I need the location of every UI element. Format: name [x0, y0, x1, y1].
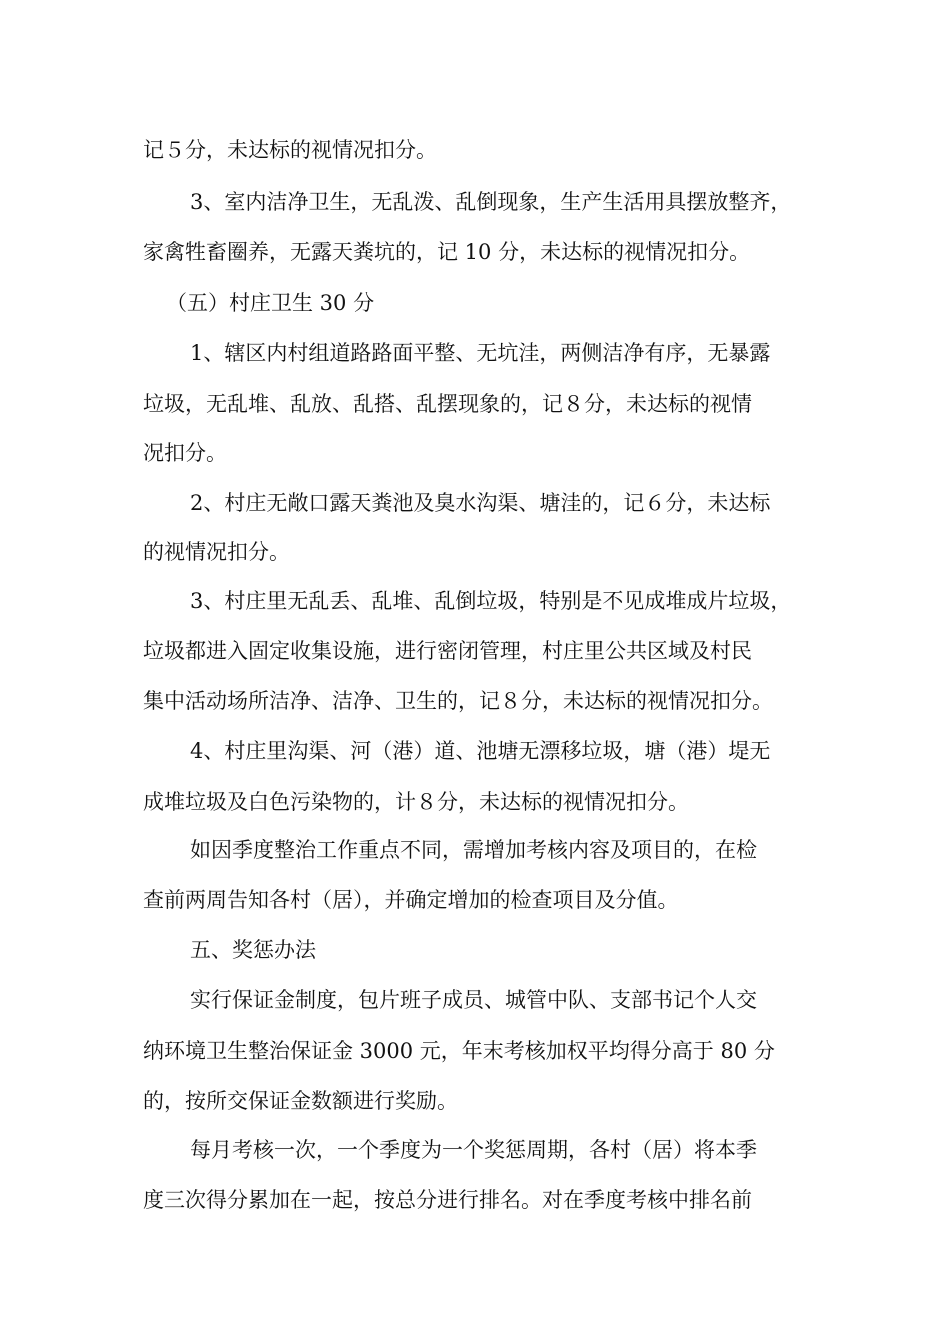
text-line: 每月考核一次，一个季度为一个奖惩周期，各村（居）将本季 [190, 1138, 757, 1162]
text-line: 3、室内洁净卫生，无乱泼、乱倒现象，生产生活用具摆放整齐， [190, 190, 792, 214]
text-line: 纳环境卫生整治保证金 3000 元，年末考核加权平均得分高于 80 分 [143, 1039, 775, 1063]
text-line: 的，按所交保证金数额进行奖励。 [143, 1089, 458, 1113]
text-line: 垃圾，无乱堆、乱放、乱搭、乱摆现象的，记８分，未达标的视情 [143, 392, 752, 416]
text-line: 垃圾都进入固定收集设施，进行密闭管理，村庄里公共区域及村民 [143, 639, 752, 663]
section-heading: 五、奖惩办法 [190, 938, 316, 962]
text-line: 4、村庄里沟渠、河（港）道、池塘无漂移垃圾，塘（港）堤无 [190, 739, 771, 763]
text-line: 如因季度整治工作重点不同，需增加考核内容及项目的，在检 [190, 838, 757, 862]
text-line: 的视情况扣分。 [143, 540, 290, 564]
text-line: 3、村庄里无乱丢、乱堆、乱倒垃圾，特别是不见成堆成片垃圾， [190, 589, 792, 613]
text-line: 1、辖区内村组道路路面平整、无坑洼，两侧洁净有序，无暴露 [190, 341, 771, 365]
text-line: 查前两周告知各村（居），并确定增加的检查项目及分值。 [143, 888, 679, 912]
text-line: 2、村庄无敞口露天粪池及臭水沟渠、塘洼的，记６分，未达标 [190, 491, 771, 515]
text-line: 记５分，未达标的视情况扣分。 [143, 138, 437, 162]
text-line: 实行保证金制度，包片班子成员、城管中队、支部书记个人交 [190, 988, 757, 1012]
section-heading: （五）村庄卫生 30 分 [166, 291, 375, 315]
text-line: 度三次得分累加在一起，按总分进行排名。对在季度考核中排名前 [143, 1188, 752, 1212]
text-line: 家禽牲畜圈养，无露天粪坑的，记 10 分，未达标的视情况扣分。 [143, 240, 751, 264]
text-line: 集中活动场所洁净、洁净、卫生的，记８分，未达标的视情况扣分。 [143, 689, 773, 713]
text-line: 成堆垃圾及白色污染物的，计８分，未达标的视情况扣分。 [143, 790, 689, 814]
text-line: 况扣分。 [143, 441, 227, 465]
